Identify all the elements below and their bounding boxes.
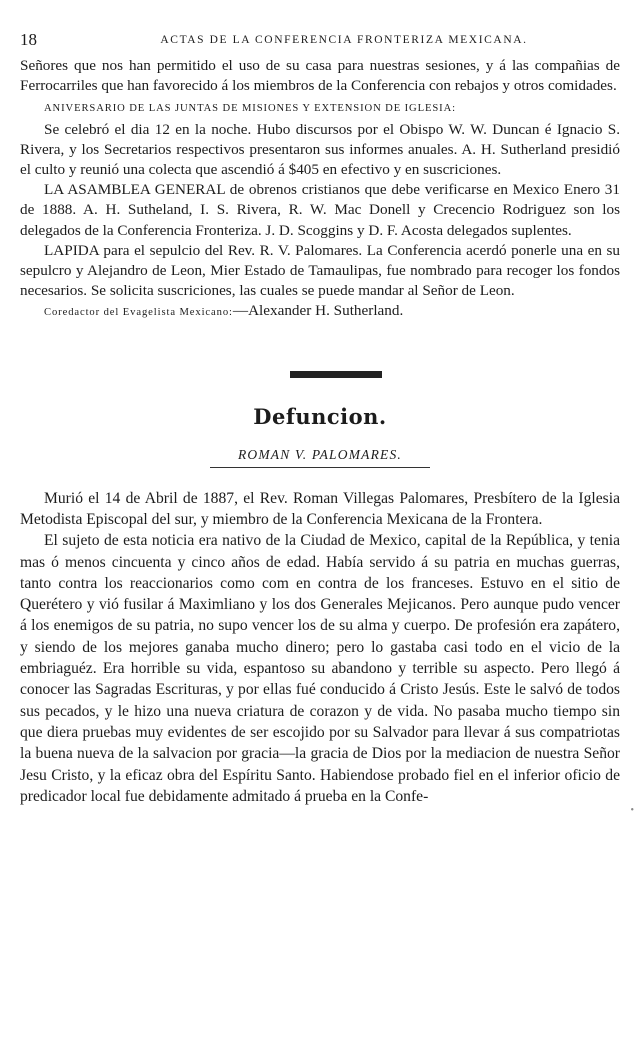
asamblea-text: de obrenos cristianos que debe verificarse en Mexico Enero 31 de 1888. A. H. Sutheland, I. S. Rivera, R. W. Mac Donell y Crecencio Rodriguez son los delegados de la Conferencia Fronteriza. J. D. Scoggins y D. F. Acosta delegados suplentes. xyxy=(20,181,620,239)
running-head: ACTAS DE LA CONFERENCIA FRONTERIZA MEXICANA. xyxy=(160,34,528,46)
asamblea-lead: LA ASAMBLEA GENERAL xyxy=(44,181,226,199)
obituary-body xyxy=(20,488,620,807)
coredactor-value: —Alexander H. Sutherland. xyxy=(232,302,404,320)
aniversario-paragraph: Se celebró el dia 12 en la noche. Hubo discursos por el Obispo W. W. Duncan é Ignacio S. Rivera, y los Secretarios respectivos presentaron sus informes anuales. A. H. Sutherland presidió el culto y reunió una colecta que ascendió á $405 en efectivo y en suscriciones. xyxy=(20,120,620,179)
title-underline xyxy=(210,467,430,468)
thick-rule xyxy=(290,371,382,378)
paragraph-thanks: Señores que nos han permitido el uso de su casa para nuestras sesiones, y á las compañias de Ferrocarriles que han favorecido á los miembros de la Conferencia con rebajos y otros comidades. xyxy=(20,57,620,95)
aniversario-heading-text: ANIVERSARIO DE LAS JUNTAS DE MISIONES Y EXTENSION DE IGLESIA: xyxy=(44,103,456,115)
page-number: 18 xyxy=(20,30,37,49)
lapida-text: para el sepulcio del Rev. R. V. Palomares. La Conferencia acerdó ponerle una en su sepulcro y Alejandro de Leon, Mier Estado de Tamaulipas, fue nombrado para recoger los fondos necesarios. Se solicita suscriciones, las cuales se puede mandar al Señor de Leon. xyxy=(20,241,620,300)
lapida-lead: LAPIDA xyxy=(44,241,99,259)
margin-mark: • xyxy=(630,805,634,816)
obituary-paragraph-2: El sujeto de esta noticia era nativo de la Ciudad de Mexico, capital de la República, y tenia mas ó menos cincuenta y cinco años de edad. Había servido á su patria en muchas guerras, tanto contra los reaccionarios como com en contra de los franceses. Estuvo en el sitio de Querétero y vió fusilar á Maximliano y los dos Generales Mejicanos. Pero aunque pudo vencer á los enemigos de su patria, no supo vencer los de su alma y cuerpo. De profesión era zapátero, y siendo de los mejores ganaba mucho dinero; pero lo gastaba casi todo en el vicio de la embriaguéz. Era horrible su vida, espantoso su abandono y terrible su aspecto. Pero llegó á conocer las Sagradas Escrituras, y por ellas fué conducido á Cristo Jesús. Este le salvó de todos sus pecados, y le hizo una nueva criatura de corazon y de vida. No pasaba mucho tiempo sin que diera pruebas muy evidentes de ser escojido por su Salvador para llevar á sus compatriotas la buena nueva de la salvacion por gracia—la gracia de Dios por la mediacion de nuestra Señor Jesu Cristo, y la eficaz obra del Espíritu Santo. Habiendose probado fiel en el inferior oficio de predicador local fue debidamente admitado á prueba en la Confe- xyxy=(20,532,620,805)
page-header xyxy=(20,30,620,56)
lapida-paragraph xyxy=(20,241,620,302)
section-title: Defuncion. xyxy=(253,403,387,429)
asamblea-paragraph xyxy=(20,180,620,241)
person-name: ROMAN V. PALOMARES. xyxy=(237,446,403,462)
aniversario-heading xyxy=(20,97,620,119)
section-divider xyxy=(20,324,620,394)
coredactor-label: Coredactor del Evagelista Mexicano: xyxy=(44,307,233,319)
obituary-paragraph-1: Murió el 14 de Abril de 1887, el Rev. Roman Villegas Palomares, Presbítero de la Iglesia Metodista Episcopal del sur, y miembro de la Conferencia Mexicana de la Frontera. xyxy=(20,489,620,528)
coredactor-line xyxy=(20,301,620,323)
